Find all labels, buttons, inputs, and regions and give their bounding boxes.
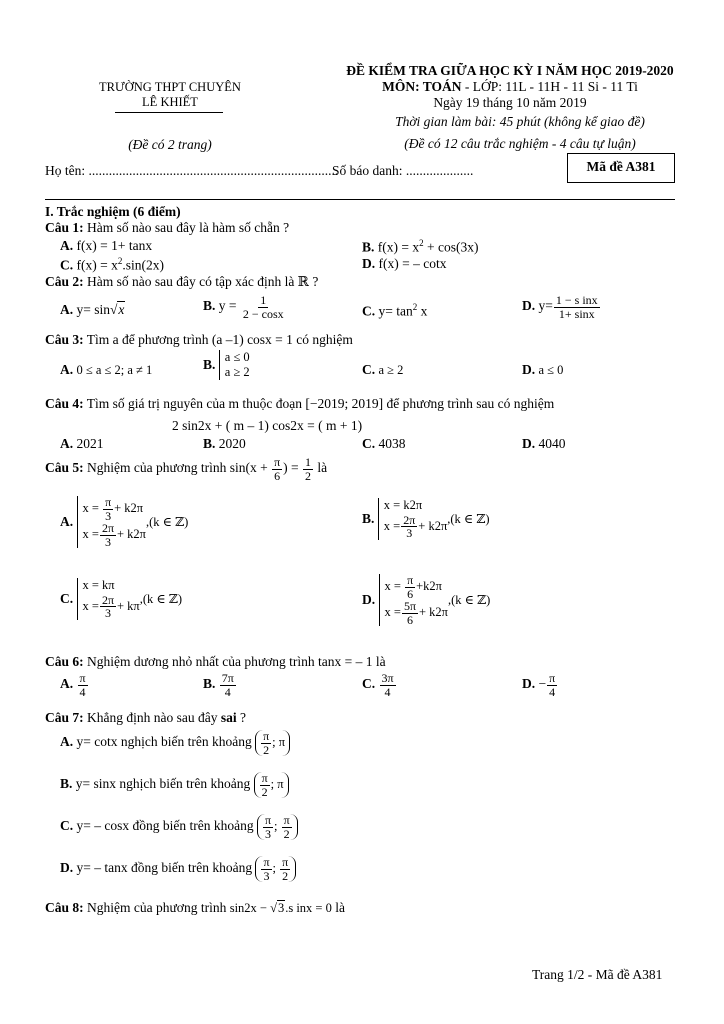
q5-option-a[interactable] <box>60 496 188 548</box>
fraction-denominator: 4 <box>384 684 391 699</box>
option-letter: A. <box>60 734 74 750</box>
q7-a-text: y= cotx nghịch biến trên khoảng <box>76 734 252 750</box>
option-letter: B. <box>203 676 216 692</box>
fraction-numerator: π <box>79 671 86 685</box>
q2-option-a[interactable] <box>60 302 125 318</box>
q3-option-b[interactable] <box>203 350 250 380</box>
fraction-numerator: 7π <box>221 671 234 685</box>
q7-option-b[interactable] <box>60 772 289 798</box>
q6-option-d[interactable] <box>522 672 558 698</box>
q2-option-c[interactable]: C. $y= \tan^2 x$ <box>362 302 428 319</box>
question-5 <box>45 456 327 482</box>
q2-a-text: y= sin <box>76 302 110 317</box>
fraction-numerator: π <box>549 671 556 685</box>
q4-c-text: 4038 <box>378 436 406 451</box>
q4-equation: 2 sin2x + ( m – 1) cos2x = ( m + 1) <box>172 418 363 433</box>
fraction-denominator: 6 <box>274 468 281 483</box>
q8-tail: là <box>331 900 345 915</box>
q1-c-text2: .sin(2x) <box>122 257 164 273</box>
q3-b-system <box>219 350 250 380</box>
q7-a-interval: $\frac{\pi}{2}$ ; π <box>255 730 290 756</box>
student-id-field: Số báo danh: .................... <box>332 163 474 178</box>
set-k: ,(k ∈ ℤ) <box>447 511 490 526</box>
system-line: x = $\frac{5\pi}{6}$ + k2π <box>384 599 448 627</box>
q3-option-d[interactable] <box>522 362 563 378</box>
q1-c-text: f(x) = x <box>76 257 118 273</box>
q2-set: ℝ <box>297 274 309 289</box>
q5-option-d[interactable] <box>362 574 490 626</box>
fraction-denominator: 2 − cosx <box>242 306 284 321</box>
system-line: x = $\frac{\pi}{6}$ +k2π <box>384 573 442 601</box>
set-k: ,(k ∈ ℤ) <box>448 593 491 608</box>
q1-text: Hàm số nào sau đây là hàm số chẵn ? <box>83 220 290 235</box>
q2-tail: ? <box>308 274 319 289</box>
q4-option-d[interactable] <box>522 436 566 452</box>
q6-option-c[interactable] <box>362 672 397 698</box>
system-line: x = $\frac{2\pi}{3}$ + kπ <box>82 592 140 621</box>
set-k: ,(k ∈ ℤ) <box>146 515 189 530</box>
q7-c-interval: $\frac{\pi}{3}$ ; $\frac{\pi}{2}$ <box>257 814 298 840</box>
q4-a-text: 2021 <box>76 436 104 451</box>
q7-b-interval: $\frac{\pi}{2}$ ; π <box>254 772 289 798</box>
q5-d-system <box>379 574 449 626</box>
q5-a-system <box>77 496 147 548</box>
exam-title: ĐỀ KIỂM TRA GIỮA HỌC KỲ I NĂM HỌC 2019-2020 <box>346 63 674 78</box>
system-line: a ≤ 0 <box>224 350 250 364</box>
exam-structure: (Đề có 12 câu trắc nghiệm - 4 câu tự luận) <box>404 136 636 151</box>
question-2 <box>45 274 318 290</box>
q1-b-text: f(x) = x <box>377 239 420 255</box>
q4-b-text: 2020 <box>218 436 246 451</box>
fraction-denominator: 4 <box>79 684 86 699</box>
q4-option-a[interactable] <box>60 436 104 452</box>
fraction-denominator: 2 <box>304 468 311 483</box>
q4-d-text: 4040 <box>538 436 566 451</box>
q1-option-d[interactable] <box>362 256 446 272</box>
system-line: x = $\frac{\pi}{3}$ + k2π <box>82 495 144 523</box>
option-letter: D. <box>522 436 536 451</box>
q5-label: Câu 5: <box>45 460 84 476</box>
q7-b-text: y= sinx nghịch biến trên khoảng <box>75 776 251 792</box>
q6-label: Câu 6: <box>45 654 84 669</box>
option-letter: C. <box>60 818 74 834</box>
exam-code: Mã đề A381 <box>586 159 656 174</box>
header-divider <box>45 199 675 200</box>
q8-eq-pre: sin2x − <box>229 901 271 915</box>
q7-d-interval: $\frac{\pi}{3}$ ; $\frac{\pi}{2}$ <box>255 856 296 882</box>
system-line: x = k2π <box>383 498 423 512</box>
section-title: I. Trắc nghiệm (6 điểm) <box>45 204 181 219</box>
q8-eq-post: .s inx = 0 <box>285 901 332 915</box>
q5-text-mid: ) = <box>283 460 302 476</box>
option-letter: C. <box>362 436 376 451</box>
system-line: x = $\frac{2\pi}{3}$ + k2π <box>82 521 146 549</box>
q4-option-c[interactable] <box>362 436 406 452</box>
option-letter: B. <box>203 298 216 314</box>
q7-text-post: ? <box>236 710 247 725</box>
fraction-denominator: 1+ sinx <box>558 306 595 321</box>
q7-text-bold: sai <box>220 710 237 725</box>
q3-label: Câu 3: <box>45 332 84 347</box>
q7-option-c[interactable] <box>60 814 298 840</box>
q7-c-text: y= – cosx đồng biến trên khoảng <box>76 818 254 834</box>
q5-fraction-rhs <box>303 456 313 482</box>
q2-text: Hàm số nào sau đây có tập xác định là <box>83 274 298 289</box>
q1-option-c[interactable]: C. $f(x) = x^2.\sin(2x)$ <box>60 256 164 273</box>
exam-date: Ngày 19 tháng 10 năm 2019 <box>433 95 587 110</box>
q6-text: Nghiệm dương nhỏ nhất của phương trình tanx = – 1 là <box>83 654 386 669</box>
q2-c-post: x <box>417 303 428 319</box>
option-letter: C. <box>362 303 376 319</box>
q1-label: Câu 1: <box>45 220 84 235</box>
school-underline <box>115 112 223 113</box>
q1-option-a[interactable] <box>60 238 152 254</box>
sqrt-symbol: √ <box>110 302 118 317</box>
sqrt-arg: x <box>118 302 125 317</box>
fraction-numerator: π <box>274 455 281 469</box>
set-k: ,(k ∈ ℤ) <box>139 591 183 606</box>
q7-option-d[interactable] <box>60 856 296 882</box>
question-7 <box>45 710 246 726</box>
school-name-line1: TRƯỜNG THPT CHUYÊN <box>99 80 241 94</box>
pages-note: (Đề có 2 trang) <box>128 137 212 152</box>
fraction-numerator: 3π <box>381 671 394 685</box>
option-letter: B. <box>362 510 375 526</box>
option-letter: C. <box>60 590 74 606</box>
system-line: x = $\frac{2\pi}{3}$ + k2π <box>383 512 448 541</box>
q4-option-b[interactable] <box>203 436 246 452</box>
q8-label: Câu 8: <box>45 900 84 915</box>
q4-interval: [−2019; 2019] <box>305 396 384 411</box>
q5-option-c[interactable] <box>60 578 182 620</box>
option-letter: B. <box>362 239 375 255</box>
q6-option-a[interactable] <box>60 672 89 698</box>
question-6 <box>45 654 386 670</box>
question-3 <box>45 332 353 348</box>
subject-classes: - LỚP: 11L - 11H - 11 Si - 11 Ti <box>461 79 638 94</box>
q7-d-text: y= – tanx đồng biến trên khoảng <box>76 860 253 876</box>
fraction-denominator: 4 <box>549 684 556 699</box>
fraction-numerator: 1 − s inx <box>555 293 598 307</box>
q7-option-a[interactable] <box>60 730 290 756</box>
q3-text: Tìm a để phương trình (a –1) cosx = 1 có nghiệm <box>83 332 353 347</box>
fraction-numerator: 1 <box>260 293 267 307</box>
q6-d-fraction <box>547 672 557 698</box>
q8-sqrt-arg: 3 <box>277 901 285 915</box>
option-letter: B. <box>203 436 216 451</box>
q2-option-b[interactable] <box>203 294 287 320</box>
q3-option-a[interactable] <box>60 362 152 378</box>
subject-line <box>300 79 720 95</box>
option-letter: A. <box>60 238 74 253</box>
option-letter: B. <box>60 776 73 792</box>
option-letter: C. <box>362 362 376 377</box>
option-letter: D. <box>362 256 376 271</box>
q1-a-text: f(x) = 1+ tanx <box>76 238 153 253</box>
q3-d-text: a ≤ 0 <box>538 363 564 377</box>
question-4 <box>45 396 554 412</box>
fraction-denominator: 4 <box>224 684 231 699</box>
q6-option-b[interactable] <box>203 672 237 698</box>
q2-label: Câu 2: <box>45 274 84 289</box>
option-letter: B. <box>203 357 216 372</box>
option-letter: A. <box>60 436 74 451</box>
q4-text2: để phương trình sau có nghiệm <box>383 396 555 411</box>
q1-option-b[interactable]: B. $f(x) = x^2 + \cos(3x)$ <box>362 238 479 255</box>
q6-a-fraction <box>78 672 88 698</box>
q2-b-fraction <box>241 294 286 320</box>
q6-b-fraction <box>220 672 236 698</box>
q4-label: Câu 4: <box>45 396 84 411</box>
option-letter: D. <box>362 592 376 608</box>
q1-b-text2: + cos(3x) <box>423 239 479 255</box>
q8-text: Nghiệm của phương trình <box>83 900 230 915</box>
option-letter: D. <box>60 860 74 876</box>
option-letter: A. <box>60 302 74 317</box>
q1-d-text: f(x) = – cotx <box>378 256 447 271</box>
q2-c-pre: y= tan <box>378 303 413 319</box>
q3-c-text: a ≥ 2 <box>378 363 404 377</box>
subject-label: MÔN: TOÁN <box>382 79 462 94</box>
q4-text: Tìm số giá trị nguyên của m thuộc đoạn <box>83 396 306 411</box>
system-line: x = kπ <box>82 578 115 592</box>
option-letter: A. <box>60 362 74 377</box>
q3-option-c[interactable] <box>362 362 403 378</box>
option-letter: D. <box>522 676 536 692</box>
q5-c-system <box>77 578 140 620</box>
option-letter: A. <box>60 514 74 530</box>
sqrt-symbol: √ <box>270 901 277 915</box>
q2-d-pre: y= <box>538 298 553 314</box>
option-letter: C. <box>60 257 74 273</box>
option-letter: D. <box>522 298 536 314</box>
q5-option-b[interactable] <box>362 498 490 540</box>
q2-d-fraction <box>554 294 600 320</box>
q5-text-pre: Nghiệm của phương trình sin(x + <box>83 460 272 476</box>
question-1 <box>45 220 289 236</box>
question-8 <box>45 900 345 916</box>
fraction-numerator: 1 <box>304 455 311 469</box>
q5-b-system <box>378 498 448 540</box>
page-footer: Trang 1/2 - Mã đề A381 <box>532 967 663 982</box>
option-letter: D. <box>522 362 536 377</box>
exam-duration: Thời gian làm bài: 45 phút (không kể giao đề) <box>395 114 645 129</box>
school-name-line2: LÊ KHIẾT <box>142 95 198 109</box>
student-name-field: Họ tên: .......................................................................... <box>45 163 339 178</box>
system-line: a ≥ 2 <box>224 365 250 379</box>
q7-text-pre: Khẳng định nào sau đây <box>83 710 221 725</box>
q5-fraction-angle <box>272 456 282 482</box>
q6-c-fraction <box>380 672 396 698</box>
option-letter: C. <box>362 676 376 692</box>
q2-option-d[interactable] <box>522 294 601 320</box>
q7-label: Câu 7: <box>45 710 84 725</box>
option-letter: A. <box>60 676 74 692</box>
q6-d-sign: − <box>538 676 547 692</box>
q2-b-pre: y = <box>218 298 240 314</box>
q3-a-text: 0 ≤ a ≤ 2; a ≠ 1 <box>76 363 153 377</box>
q5-text-post: là <box>313 460 328 476</box>
